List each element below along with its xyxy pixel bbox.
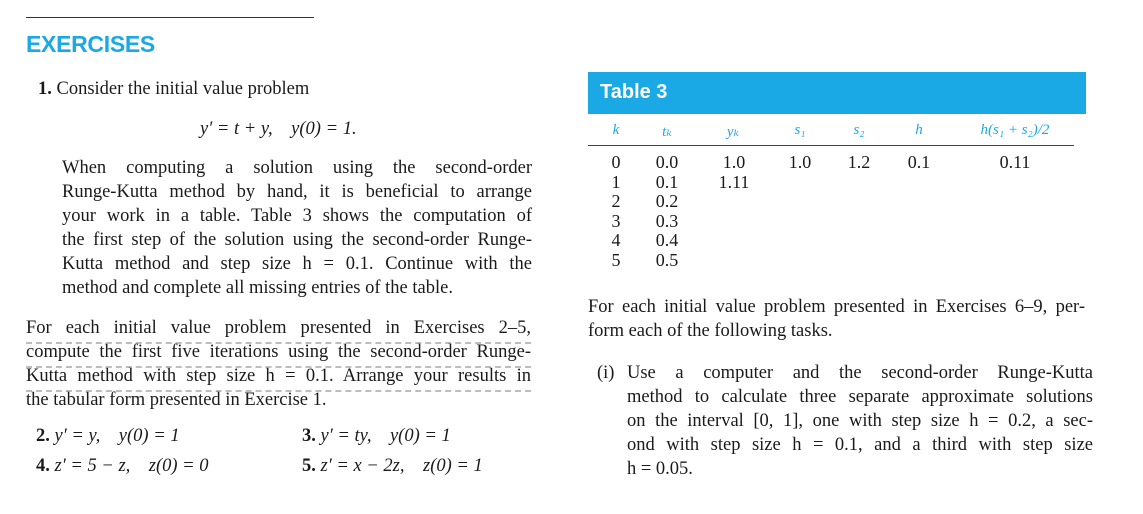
- column-y-values: 1.0 1.11: [718, 152, 750, 192]
- exercise-number: 4.: [36, 456, 50, 476]
- exercise-3: [302, 426, 451, 447]
- exercise-1-intro: [38, 77, 309, 101]
- column-header-s1: s₁: [794, 122, 806, 138]
- column-header-h: h: [915, 122, 923, 138]
- task-line: on the interval [0, 1], one with step size h = 0.2, a sec-: [627, 411, 1093, 431]
- exercise-equation: z′ = 5 − z, z(0) = 0: [54, 456, 209, 476]
- paragraph-line: When computing a solution using the second-order: [62, 158, 532, 178]
- column-header-s2: s₂: [853, 122, 865, 138]
- top-rule: [26, 17, 314, 18]
- paragraph-line: the first step of the solution using the second-order Runge-: [62, 230, 532, 250]
- instruction-line: the tabular form presented in Exercise 1.: [26, 390, 327, 410]
- instruction-line: compute the first five iterations using the second-order Runge-: [26, 342, 531, 362]
- paragraph-line: Runge-Kutta method by hand, it is beneficial to arrange: [62, 182, 532, 202]
- paragraph-line: Kutta method and step size h = 0.1. Continue with the: [62, 254, 532, 274]
- exercise-number: 3.: [302, 426, 316, 446]
- task-number: (i): [597, 363, 615, 383]
- column-t-values: 0.0 0.1 0.2 0.3 0.4 0.5: [655, 152, 679, 270]
- column-k-values: 0 1 2 3 4 5: [611, 152, 621, 270]
- column-header-k: k: [612, 122, 620, 138]
- column-header-average: h(s₁ + s₂)/2: [980, 122, 1050, 138]
- exercise-5: [302, 456, 483, 477]
- table-3-header-bar: [588, 72, 1086, 114]
- task-line: h = 0.05.: [627, 459, 693, 479]
- exercise-equation: y′ = y, y(0) = 1: [54, 426, 180, 446]
- exercise-1-number: 1.: [38, 79, 52, 99]
- dashed-underline: [26, 390, 531, 392]
- exercise-1-equation: y′ = t + y, y(0) = 1.: [200, 119, 357, 139]
- task-line: method to calculate three separate approximate solutions: [627, 387, 1093, 407]
- exercise-number: 5.: [302, 456, 316, 476]
- exercise-4: [36, 456, 209, 477]
- task-line: ond with step size h = 0.1, and a third with step size: [627, 435, 1093, 455]
- exercise-2: [36, 426, 180, 447]
- column-h-values: 0.1: [907, 152, 931, 172]
- column-header-y: yₖ: [726, 124, 740, 140]
- exercise-number: 2.: [36, 426, 50, 446]
- paragraph-line: method and complete all missing entries of the table.: [62, 278, 453, 298]
- instruction-line: For each initial value problem presented in Exercises 6–9, per-: [588, 297, 1085, 317]
- column-average-values: 0.11: [999, 152, 1031, 172]
- section-heading: EXERCISES: [26, 31, 155, 57]
- column-header-t: tₖ: [662, 124, 672, 140]
- task-line: Use a computer and the second-order Runge-Kutta: [627, 363, 1093, 383]
- dashed-underline: [26, 342, 531, 344]
- exercise-equation: y′ = ty, y(0) = 1: [320, 426, 451, 446]
- table-title: Table 3: [600, 81, 668, 103]
- instruction-line: form each of the following tasks.: [588, 321, 833, 341]
- exercise-equation: z′ = x − 2z, z(0) = 1: [320, 456, 483, 476]
- paragraph-line: your work in a table. Table 3 shows the computation of: [62, 206, 532, 226]
- table-header-rule: [588, 145, 1074, 146]
- column-s2-values: 1.2: [847, 152, 871, 172]
- column-s1-values: 1.0: [788, 152, 812, 172]
- dashed-underline: [26, 366, 531, 368]
- instruction-line: Kutta method with step size h = 0.1. Arrange your results in: [26, 366, 531, 386]
- instruction-line: For each initial value problem presented in Exercises 2–5,: [26, 318, 531, 338]
- exercise-1-intro-text: Consider the initial value problem: [56, 79, 310, 99]
